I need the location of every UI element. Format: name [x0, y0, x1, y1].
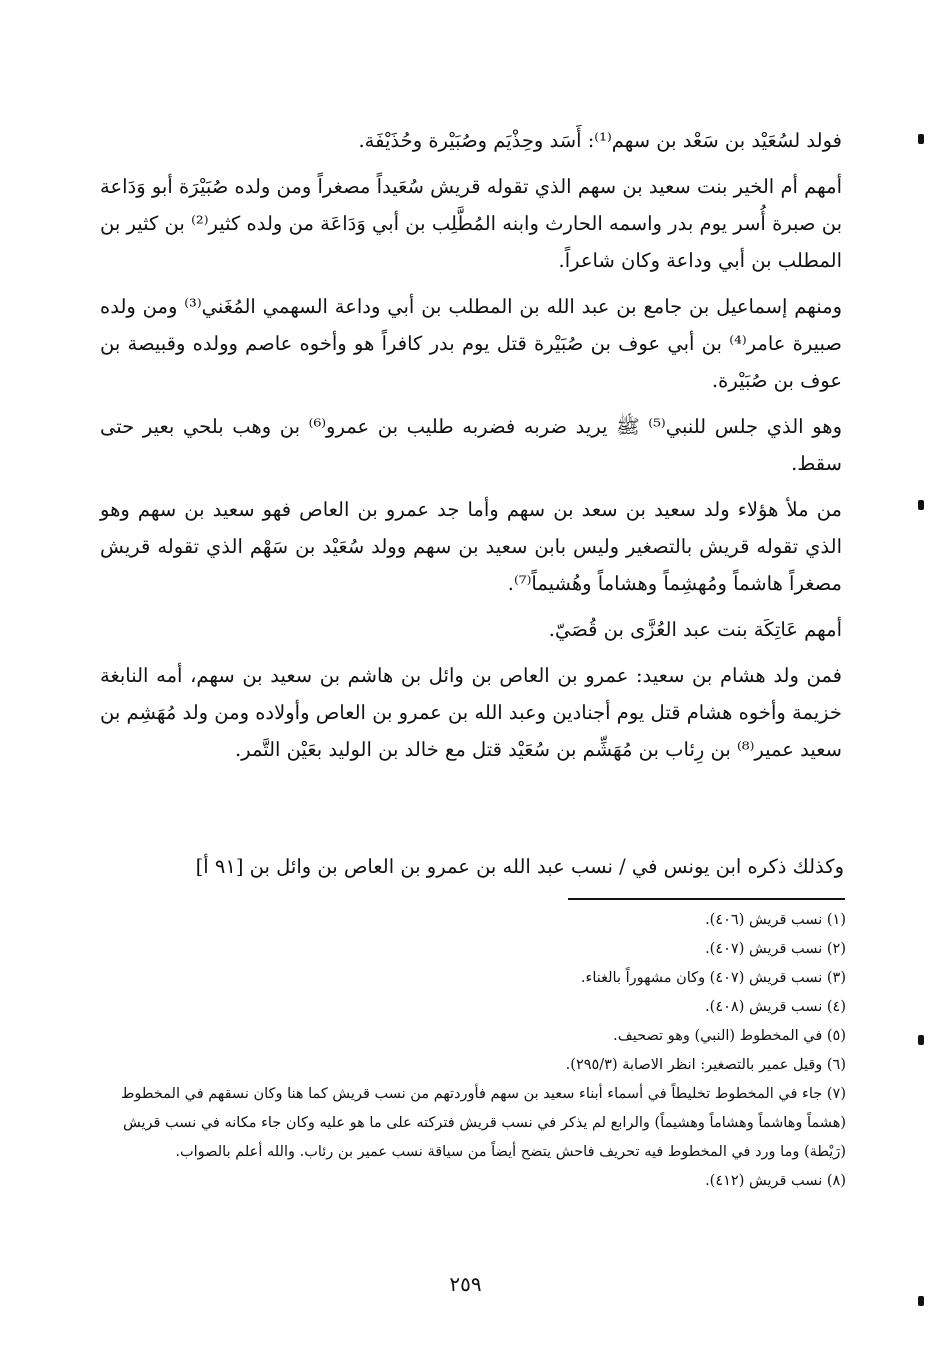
paragraph-2: أمهم أم الخير بنت سعيد بن سهم الذي تقوله قريش سُعَيداً مصغراً ومن ولده صُبَيْرَة أبو وَدَاعة بن صبرة أُسر يوم بدر واسمه الحارث وابنه المُطَّلِب بن أبي وَدَاعَة من ولده كثير⁽²⁾ بن كثير بن المطلب بن أبي وداعة وكان شاعراً. [100, 175, 842, 272]
margin-mark [918, 1296, 924, 1306]
footnote-8: (٨) نسب قريش (٤١٢). [705, 1173, 846, 1189]
footnote-1: (١) نسب قريش (٤٠٦). [705, 912, 846, 928]
footnote-3: (٣) نسب قريش (٤٠٧) وكان مشهوراً بالغناء. [580, 970, 846, 986]
footnotes [96, 906, 846, 1196]
main-text [100, 122, 842, 768]
last-line [84, 848, 844, 885]
footnote-divider [568, 898, 845, 900]
paragraph-7: فمن ولد هشام بن سعيد: عمرو بن العاص بن وائل بن هاشم بن سعيد بن سهم، أمه النابغة خزيمة وأخوه هشام قتل يوم أجنادين وعبد الله بن عمرو بن العاص وأولاده ومن ولد مُهَشِم بن سعيد عمير⁽⁸⁾ بن رِئاب بن مُهَشِّم بن سُعَيْد قتل مع خالد بن الوليد بعَيْن التَّمر. [100, 664, 842, 761]
footnote-2: (٢) نسب قريش (٤٠٧). [705, 941, 846, 957]
paragraph-5: من ملأ هؤلاء ولد سعيد بن سعد بن سهم وأما جد عمرو بن العاص فهو سعيد بن سهم وهو الذي تقوله قريش بالتصغير وليس بابن سعيد بن سهم وولد سُعَيْد بن سَهْم الذي تقوله قريش مصغراً هاشماً ومُهشِماً وهشاماً وهُشيماً⁽⁷⁾. [100, 498, 842, 595]
last-line-text: وكذلك ذكره ابن يونس في / نسب عبد الله بن عمرو بن العاص بن وائل بن [٩١ أ] [195, 855, 844, 878]
paragraph-6: أمهم عَاتِكَة بنت عبد العُزَّى بن قُصَيّ. [548, 618, 842, 641]
footnote-7: (٧) جاء في المخطوط تخليطاً في أسماء أبناء سعيد بن سهم فأوردتهم من نسب قريش كما هنا وكان نسقهم في المخطوط (هشماً وهاشماً وهشاماً وهشيماً) والرابع لم يذكر في نسب قريش فتركته على ما هو عليه وكان جاء مكانه في نسب قريش (رَيْطة) وما ورد في المخطوط فيه تحريف فاحش يتضح أيضاً من سياقة نسب عمير بن رئاب. والله أعلم بالصواب. [121, 1086, 846, 1160]
margin-mark [918, 1035, 924, 1045]
margin-mark [918, 500, 924, 510]
paragraph-4: وهو الذي جلس للنبي⁽⁵⁾ ﷺ يريد ضربه فضربه طليب بن عمرو⁽⁶⁾ بن وهب بلحي بعير حتى سقط. [100, 415, 842, 475]
paragraph-3: ومنهم إسماعيل بن جامع بن عبد الله بن المطلب بن أبي وداعة السهمي المُغَني⁽³⁾ ومن ولده صبيرة عامر⁽⁴⁾ بن أبي عوف بن صُبَيْرة قتل يوم بدر كافراً هو وأخوه عاصم وولده وقبيصة بن عوف بن صُبَيْرة. [100, 295, 843, 392]
page-number: ٢٥٩ [449, 1272, 482, 1296]
footnote-4: (٤) نسب قريش (٤٠٨). [705, 999, 846, 1015]
footnote-6: (٦) وقيل عمير بالتصغير: انظر الاصابة (٢٩٥/٣). [565, 1057, 846, 1073]
footnote-5: (٥) في المخطوط (النبي) وهو تصحيف. [613, 1028, 846, 1044]
margin-mark [918, 134, 924, 144]
paragraph-1: فولد لسُعَيْد بن سَعْد بن سهم⁽¹⁾: أَسَد وحِذْيَم وصُبَيْرة وحُذَيْفَة. [358, 129, 842, 152]
